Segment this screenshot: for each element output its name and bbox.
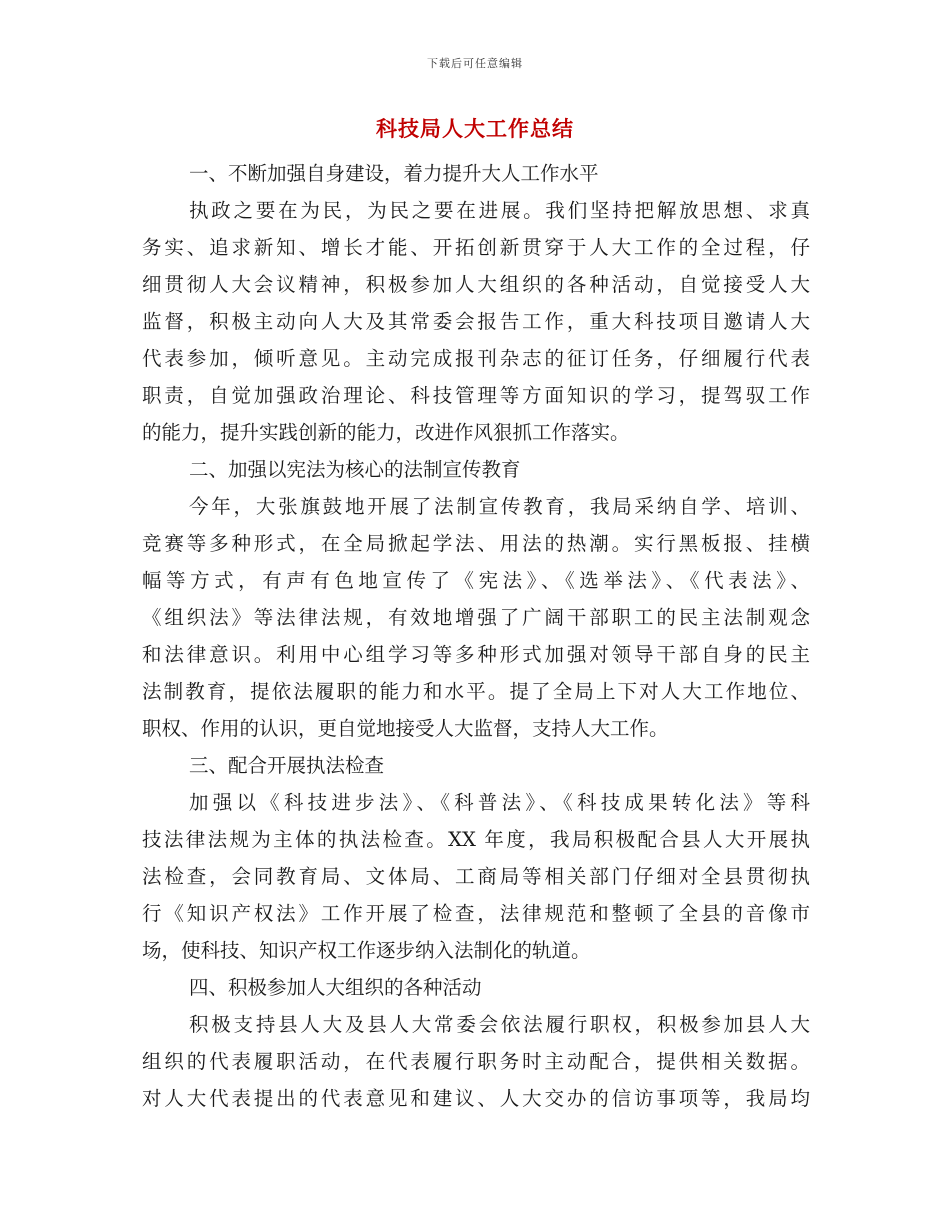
paragraph-line: 组织的代表履职活动，在代表履行职务时主动配合，提供相关数据。 xyxy=(142,1050,810,1073)
paragraph-line: 今年，大张旗鼓地开展了法制宣传教育，我局采纳自学、培训、 xyxy=(189,495,810,518)
paragraph-line: 细贯彻人大会议精神，积极参加人大组织的各种活动，自觉接受人大 xyxy=(142,273,810,296)
section-heading: 一、不断加强自身建设，着力提升大人工作水平 xyxy=(189,162,599,185)
document-body xyxy=(142,155,810,1117)
document-title: 科技局人大工作总结 xyxy=(376,116,574,141)
paragraph-line: 和法律意识。利用中心组学习等多种形式加强对领导干部自身的民主 xyxy=(142,643,810,666)
section-heading: 二、加强以宪法为核心的法制宣传教育 xyxy=(189,458,521,481)
paragraph-line: 竞赛等多种形式，在全局掀起学法、用法的热潮。实行黑板报、挂横 xyxy=(142,532,810,555)
paragraph-line: 幅等方式，有声有色地宣传了《宪法》、《选举法》、《代表法》、 xyxy=(142,569,810,592)
section-heading: 三、配合开展执法检查 xyxy=(189,754,385,777)
paragraph-line: 技法律法规为主体的执法检查。XX 年度，我局积极配合县人大开展执 xyxy=(142,828,810,851)
paragraph-line: 行《知识产权法》工作开展了检查，法律规范和整顿了全县的音像市 xyxy=(142,902,810,925)
paragraph-line: 执政之要在为民，为民之要在进展。我们坚持把解放思想、求真 xyxy=(189,199,810,222)
paragraph-line: 法制教育，提依法履职的能力和水平。提了全局上下对人大工作地位、 xyxy=(142,680,810,703)
paragraph-line: 法检查，会同教育局、文体局、工商局等相关部门仔细对全县贯彻执 xyxy=(142,865,810,888)
paragraph-line: 监督，积极主动向人大及其常委会报告工作，重大科技项目邀请人大 xyxy=(142,310,810,333)
paragraph-line: 务实、追求新知、增长才能、开拓创新贯穿于人大工作的全过程，仔 xyxy=(142,236,810,259)
paragraph-line: 职权、作用的认识，更自觉地接受人大监督，支持人大工作。 xyxy=(142,717,669,740)
paragraph-line: 加强以《科技进步法》、《科普法》、《科技成果转化法》等科 xyxy=(189,791,810,814)
section-heading: 四、积极参加人大组织的各种活动 xyxy=(189,976,482,999)
header-note: 下载后可任意编辑 xyxy=(427,57,523,70)
paragraph-line: 职责，自觉加强政治理论、科技管理等方面知识的学习，提驾驭工作 xyxy=(142,384,810,407)
paragraph-line: 的能力，提升实践创新的能力，改进作风狠抓工作落实。 xyxy=(142,421,630,444)
paragraph-line: 积极支持县人大及县人大常委会依法履行职权，积极参加县人大 xyxy=(189,1013,810,1036)
paragraph-line: 代表参加，倾听意见。主动完成报刊杂志的征订任务，仔细履行代表 xyxy=(142,347,810,370)
paragraph-line: 场，使科技、知识产权工作逐步纳入法制化的轨道。 xyxy=(142,939,591,962)
paragraph-line: 《组织法》等法律法规，有效地增强了广阔干部职工的民主法制观念 xyxy=(142,606,810,629)
paragraph-line: 对人大代表提出的代表意见和建议、人大交办的信访事项等，我局均 xyxy=(142,1087,810,1110)
